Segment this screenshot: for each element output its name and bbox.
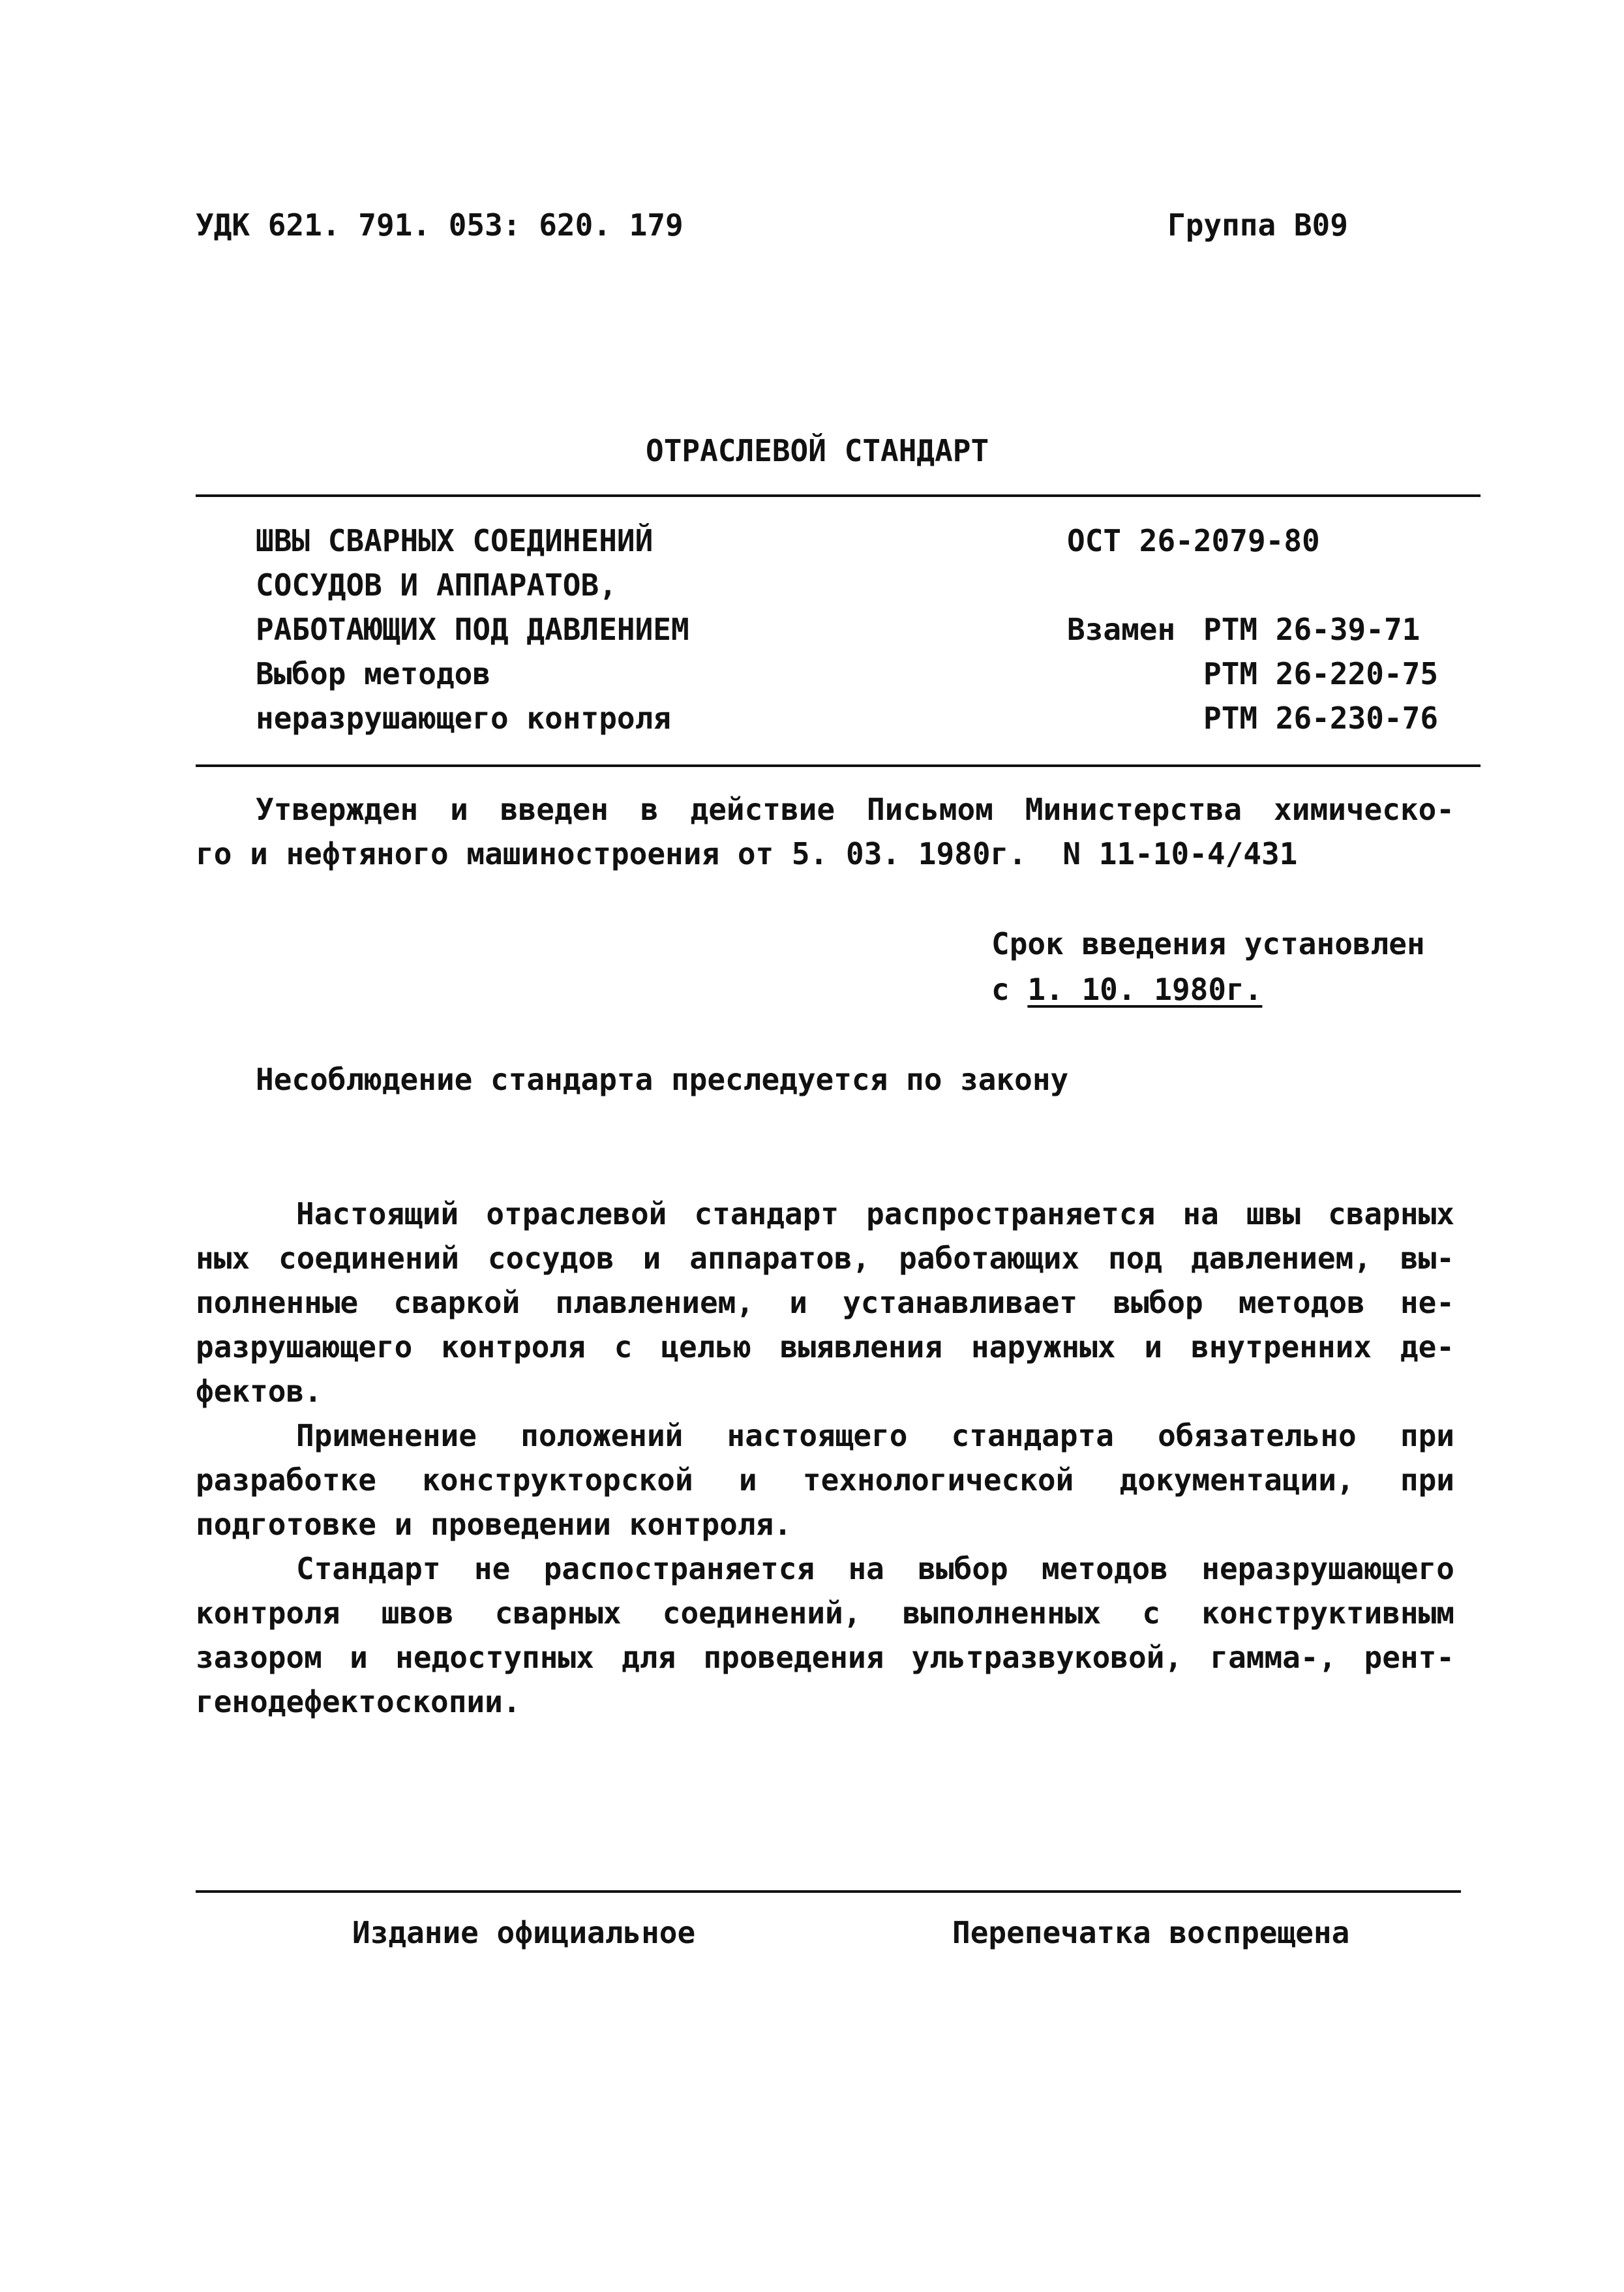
replaces-label: Взамен [1067,612,1176,647]
effective-date-label: Срок введения установлен [991,926,1425,961]
replaced-doc-3: РТМ 26-230-76 [1203,701,1439,736]
approval-line-1: Утвержден и введен в действие Письмом Министерства химическо- [256,792,1454,827]
standard-designation: ОСТ 26-2079-80 [1067,523,1320,558]
title-line-1: ШВЫ СВАРНЫХ СОЕДИНЕНИЙ [256,523,654,558]
doc-type-heading: ОТРАСЛЕВОЙ СТАНДАРТ [646,433,989,468]
title-line-2: СОСУДОВ И АППАРАТОВ, [256,567,617,603]
body-line: генодефектоскопии. [196,1684,521,1719]
body-line: фектов. [196,1374,322,1409]
effective-date-prefix: с [991,972,1028,1007]
body-line: разрушающего контроля с целью выявления наружных и внутренних де- [196,1329,1454,1365]
replaced-doc-1: РТМ 26-39-71 [1203,612,1421,647]
body-line: Настоящий отраслевой стандарт распространяется на швы сварных [296,1196,1454,1231]
body-line: разработке конструкторской и технологической документации, при [196,1462,1454,1498]
effective-date-value: 1. 10. 1980г. [1027,972,1263,1007]
body-line: ных соединений сосудов и аппаратов, работающих под давлением, вы- [196,1241,1454,1276]
body-line: контроля швов сварных соединений, выполненных с конструктивным [196,1595,1454,1631]
body-line: Применение положений настоящего стандарта обязательно при [296,1418,1454,1453]
footer-rule [196,1890,1461,1893]
title-line-5: неразрушающего контроля [256,701,671,736]
body-line: полненные сваркой плавлением, и устанавливает выбор методов не- [196,1285,1454,1320]
edition-note: Издание официальное [352,1915,696,1950]
top-rule [196,494,1481,497]
title-line-4: Выбор методов [256,656,491,691]
legal-warning: Несоблюдение стандарта преследуется по закону [256,1062,1069,1097]
reprint-note: Перепечатка воспрещена [952,1915,1350,1950]
body-line: зазором и недоступных для проведения ультразвуковой, гамма-, рент- [196,1640,1454,1675]
effective-date [991,972,1263,1007]
group-code: Группа В09 [1167,207,1348,243]
body-line: подготовке и проведении контроля. [196,1507,792,1542]
udc-code: УДК 621. 791. 053: 620. 179 [196,207,684,243]
bottom-rule [196,764,1481,767]
replaced-doc-2: РТМ 26-220-75 [1203,656,1439,691]
body-line: Стандарт не распостраняется на выбор методов неразрушающего [296,1551,1454,1586]
title-line-3: РАБОТАЮЩИХ ПОД ДАВЛЕНИЕМ [256,612,689,647]
approval-line-2: го и нефтяного машиностроения от 5. 03. 1980г. N 11-10-4/431 [196,836,1298,871]
